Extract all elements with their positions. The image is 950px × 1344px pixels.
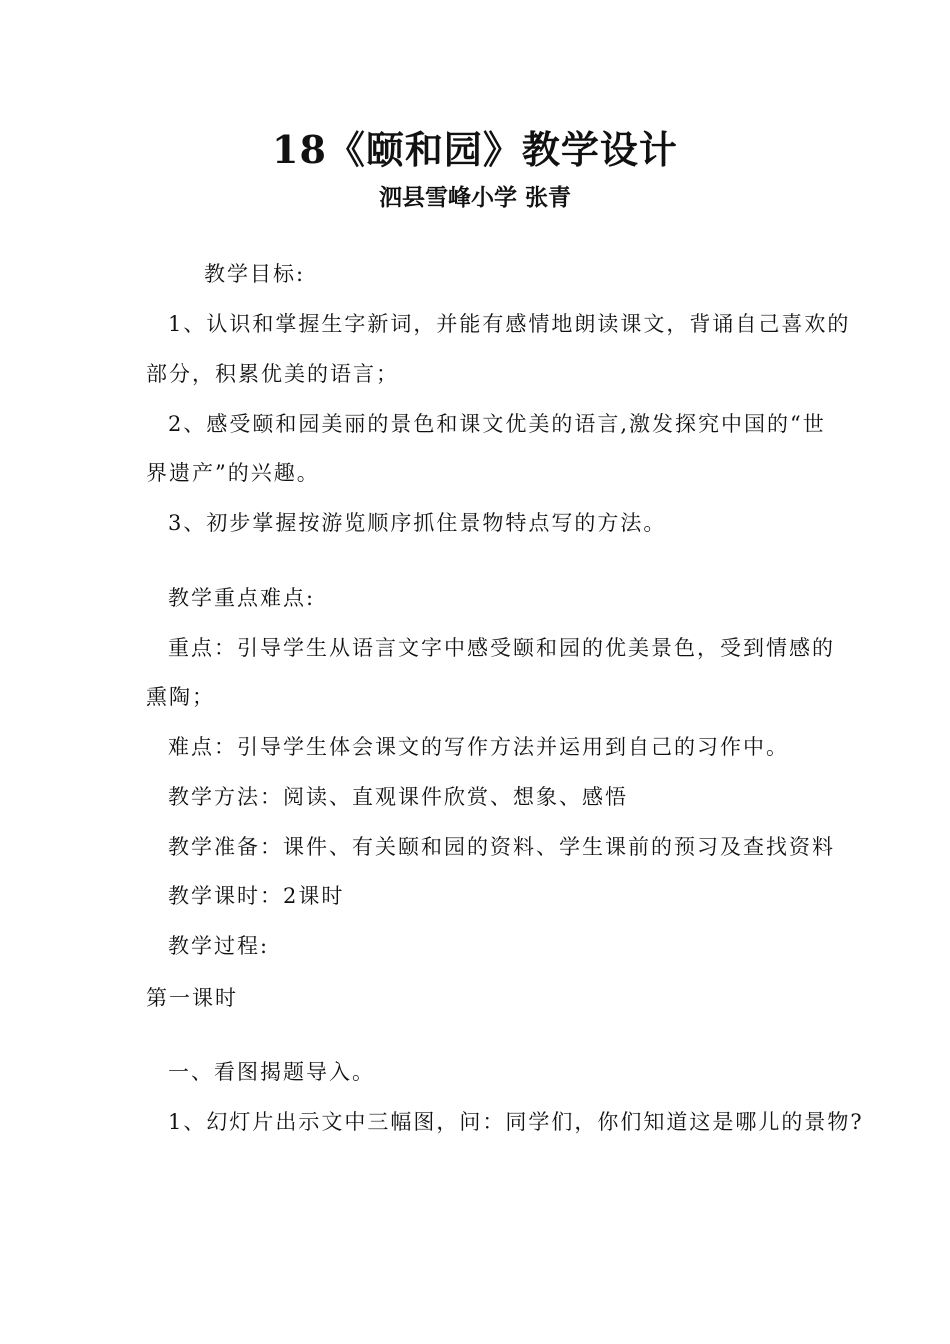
objective-2-line-1: 2、感受颐和园美丽的景色和课文优美的语言,激发探究中国的“世 (168, 412, 826, 436)
key-point-line-2: 熏陶； (146, 685, 215, 709)
step-1-item-1: 1、幻灯片出示文中三幅图，问：同学们，你们知道这是哪儿的景物? (168, 1110, 864, 1134)
objective-1-line-1: 1、认识和掌握生字新词，并能有感情地朗读课文，背诵自己喜欢的 (168, 312, 851, 336)
document-title: 18《颐和园》教学设计 (272, 127, 678, 172)
key-point-line-1: 重点：引导学生从语言文字中感受颐和园的优美景色，受到情感的 (168, 636, 835, 660)
objective-1-line-2: 部分，积累优美的语言； (146, 362, 399, 386)
section-heading-process: 教学过程: (168, 934, 270, 958)
author-line: 泗县雪峰小学 张青 (378, 184, 571, 211)
step-1-heading: 一、看图揭题导入。 (168, 1060, 375, 1084)
teaching-methods: 教学方法：阅读、直观课件欣赏、想象、感悟 (168, 785, 628, 809)
teaching-hours: 教学课时：2课时 (168, 884, 345, 908)
difficult-point: 难点：引导学生体会课文的写作方法并运用到自己的习作中。 (168, 735, 789, 759)
section-heading-objectives: 教学目标: (204, 262, 306, 286)
objective-2-line-2: 界遗产”的兴趣。 (146, 461, 320, 485)
objective-3: 3、初步掌握按游览顺序抓住景物特点写的方法。 (168, 511, 667, 535)
lesson-heading: 第一课时 (146, 986, 238, 1010)
section-heading-key-points: 教学重点难点: (168, 586, 316, 610)
teaching-preparation: 教学准备：课件、有关颐和园的资料、学生课前的预习及查找资料 (168, 835, 835, 859)
